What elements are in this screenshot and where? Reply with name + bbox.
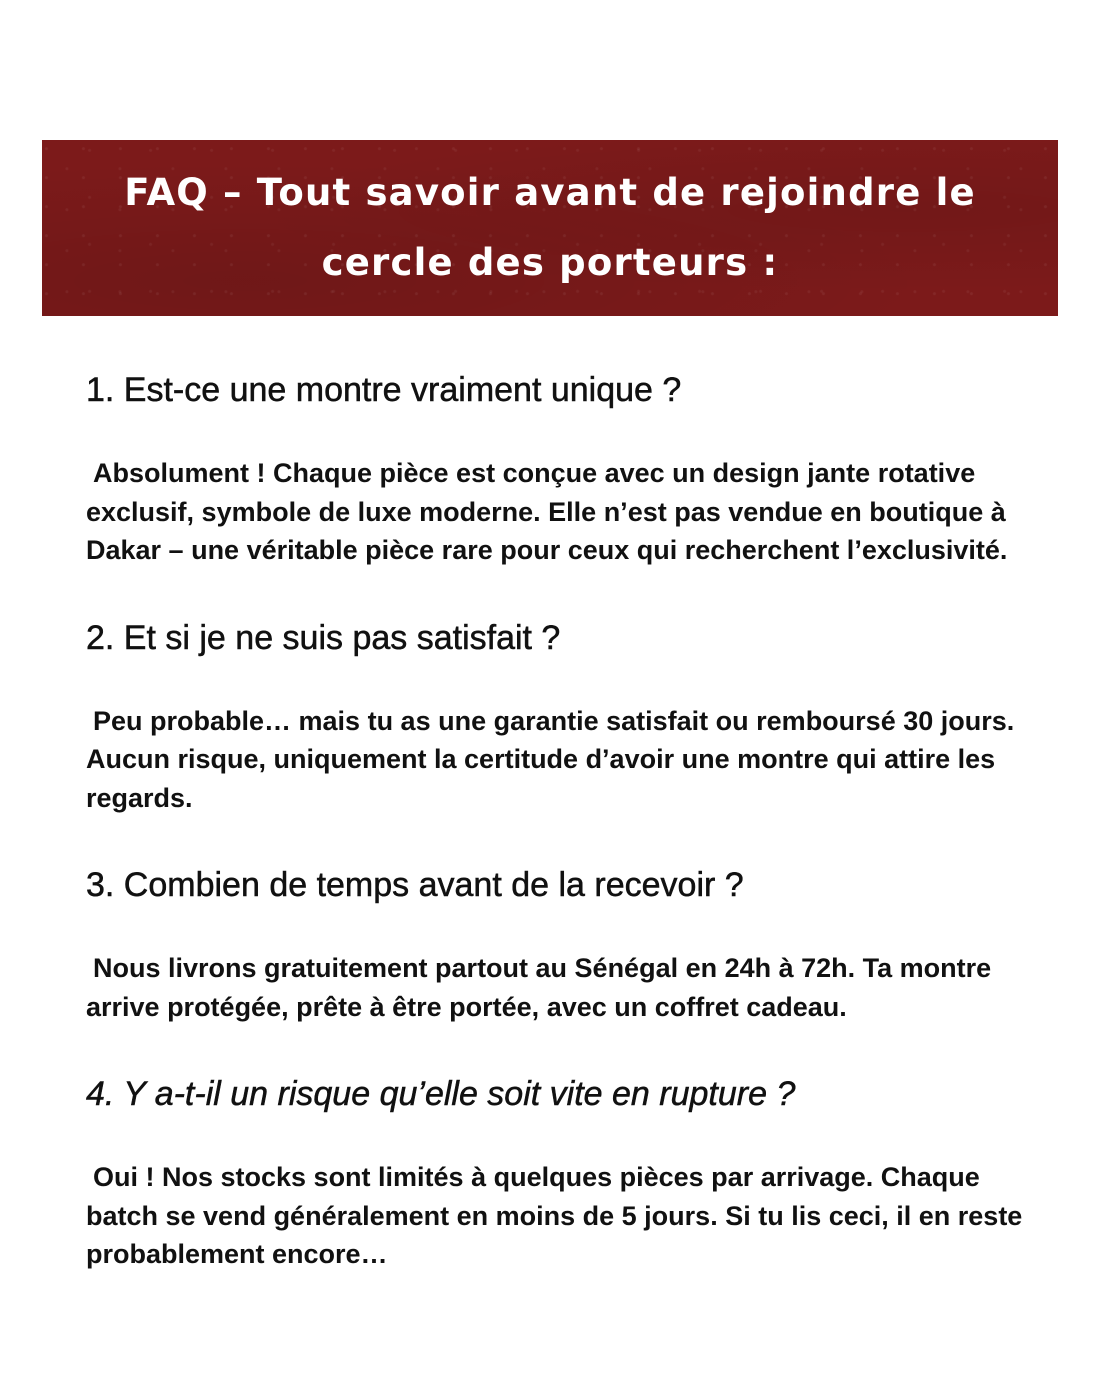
faq-question-3: 3. Combien de temps avant de la recevoir ?: [86, 866, 744, 904]
faq-item-3: [86, 863, 1026, 1026]
faq-item-4: [86, 1072, 1026, 1274]
faq-question-1: 1. Est-ce une montre vraiment unique ?: [86, 371, 682, 409]
faq-answer-4: Oui ! Nos stocks sont limités à quelques pièces par arrivage. Chaque batch se vend généralement en moins de 5 jours. Si tu lis ceci, il en reste probablement encore…: [86, 1162, 1023, 1269]
faq-question-2: 2. Et si je ne suis pas satisfait ?: [86, 618, 561, 657]
faq-title: FAQ – Tout savoir avant de rejoindre le cercle des porteurs :: [124, 171, 976, 284]
faq-item-2: [86, 616, 1026, 818]
faq-answer-3: Nous livrons gratuitement partout au Sénégal en 24h à 72h. Ta montre arrive protégée, prête à être portée, avec un coffret cadeau.: [86, 953, 992, 1022]
faq-item-1: [86, 368, 1026, 570]
faq-answer-1: Absolument ! Chaque pièce est conçue avec un design jante rotative exclusif, symbole de luxe moderne. Elle n’est pas vendue en boutique à Dakar – une véritable pièce rare pour ceux qui recherchent l’exclusivité.: [86, 458, 1008, 565]
faq-answer-2: Peu probable… mais tu as une garantie satisfait ou remboursé 30 jours. Aucun risque, uniquement la certitude d’avoir une montre qui attire les regards.: [86, 705, 1015, 813]
faq-question-4: 4. Y a-t-il un risque qu’elle soit vite en rupture ?: [86, 1075, 796, 1113]
faq-list: [86, 368, 1026, 1274]
faq-header-banner: [42, 140, 1058, 316]
